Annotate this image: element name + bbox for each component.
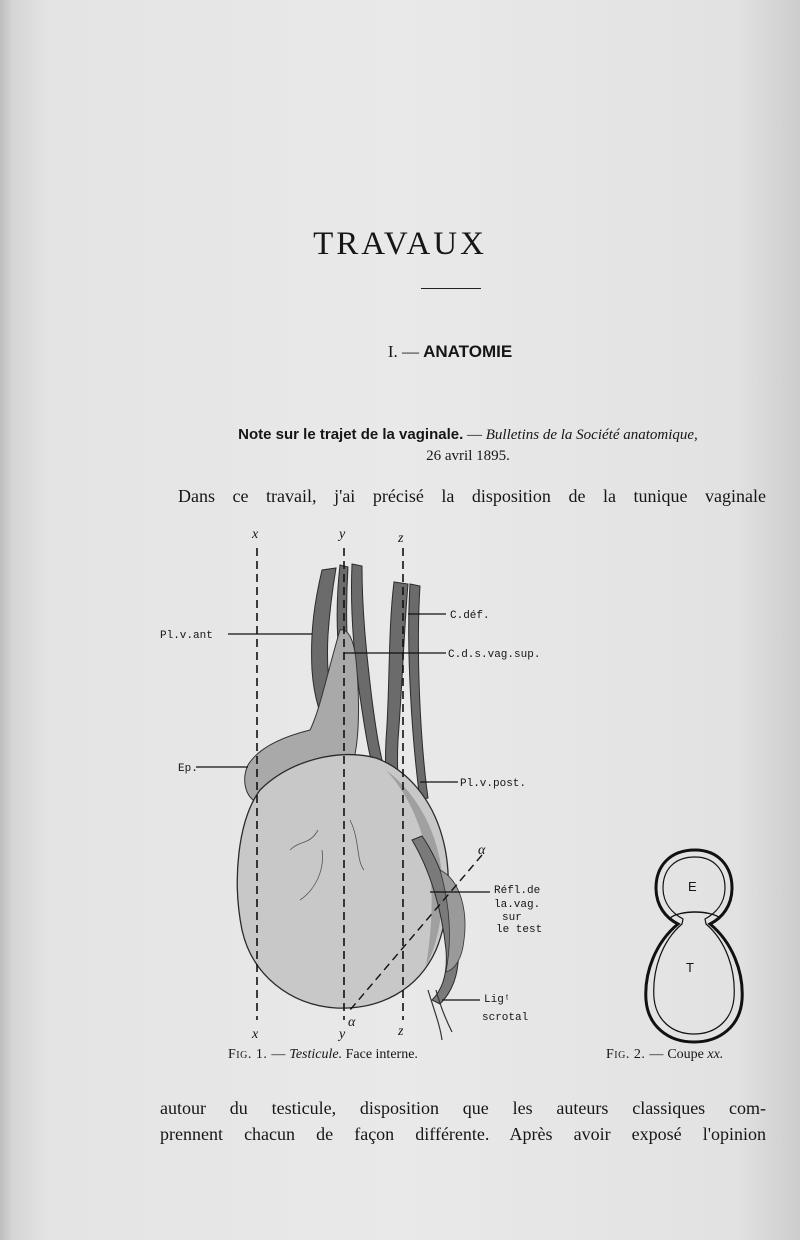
section-name: ANATOMIE [423,342,513,361]
figure-2-caption-prefix: Fig. 2. — [606,1047,664,1062]
axis-alpha-bottom: α [348,1015,356,1030]
note-title: Note sur le trajet de la vaginale. [238,426,464,443]
label-lig-2: scrotal [482,1012,529,1024]
figure-1-caption [228,1047,418,1063]
axis-x-top: x [252,527,259,542]
axis-z-bottom: z [398,1024,404,1039]
label-refl-4: le test [496,924,543,936]
label-lig-1: Ligᵗ [484,994,511,1006]
citation-date: 26 avril 1895. [426,448,510,464]
figure-1-testicle-drawing [160,527,542,1042]
body-line-1: Dans ce travail, j'ai précisé la disposition de la tunique vaginale [178,486,766,506]
citation [158,424,778,467]
fig2-label-e: E [688,879,697,894]
axis-alpha-top: α [478,843,486,858]
section-number: I. — [387,342,419,361]
figures [150,520,790,1050]
axis-x-bottom: x [252,1027,259,1042]
label-pl-v-ant: Pl.v.ant [160,630,213,642]
figure-2-caption [606,1047,723,1063]
body-line-2: autour du testicule, disposition que les auteurs classiques com- [160,1098,766,1118]
body-line-3: prennent chacun de façon différente. Après avoir exposé l'opinion [160,1124,766,1144]
label-refl-1: Réfl.de [494,885,541,897]
title-rule [421,288,481,289]
journal-name: Bulletins de la Société anatomique, [485,427,698,443]
fig2-label-t: T [686,960,694,975]
figure-2-caption-rest: Coupe [667,1047,704,1062]
label-refl-2: la.vag. [494,899,541,911]
citation-line-1 [158,424,778,446]
label-pl-v-post: Pl.v.post. [460,778,527,790]
figure-1-caption-prefix: Fig. 1. — [228,1047,286,1062]
axis-z-top: z [398,531,404,546]
axis-y-top: y [339,527,346,542]
figure-1-caption-rest: Face interne. [345,1047,418,1062]
figure-2-section-diagram [646,850,742,1042]
label-refl-3: sur [502,912,522,924]
citation-dash: — [467,427,483,443]
page-title: TRAVAUX [313,226,487,262]
figure-1-caption-italic: Testicule. [289,1047,343,1062]
label-c-d-s-vag-sup: C.d.s.vag.sup. [448,649,541,661]
axis-y-bottom: y [339,1027,346,1042]
label-c-def: C.déf. [450,610,490,622]
label-ep: Ep. [178,763,198,775]
page-edge-shadow [0,0,14,1240]
figure-2-caption-italic: xx. [707,1047,724,1062]
section-heading [0,342,800,362]
